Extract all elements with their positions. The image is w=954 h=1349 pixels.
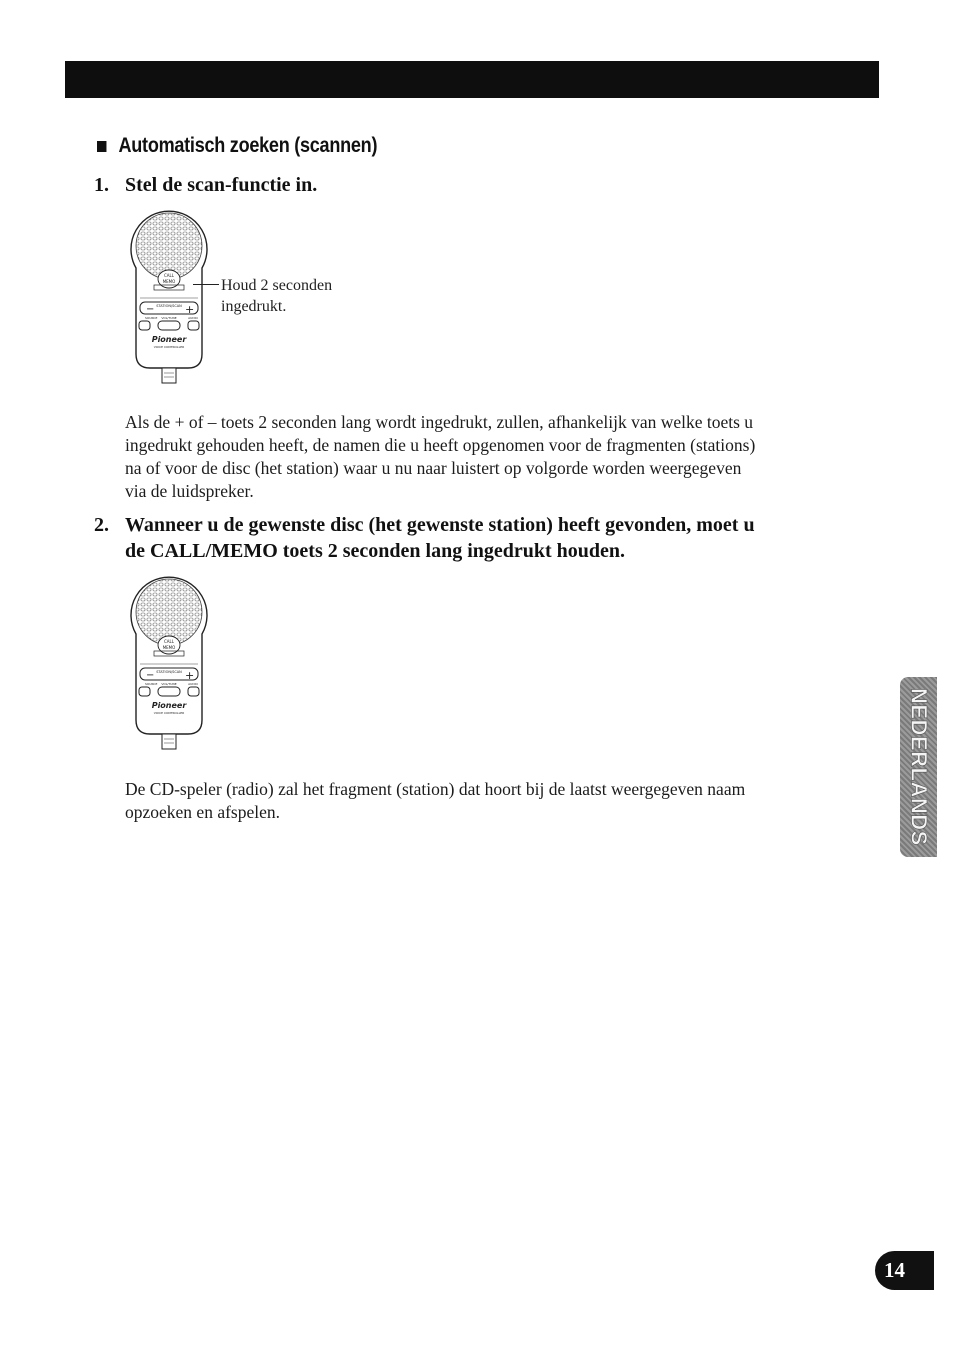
step-1 — [94, 172, 794, 198]
plus-label: + — [185, 303, 195, 316]
call-label: CALL — [164, 639, 174, 644]
station-scan-label: STATION/SCAN — [156, 670, 182, 674]
step-2 — [94, 512, 854, 564]
remote-controller-illustration — [128, 572, 210, 752]
step-text: Wanneer u de gewenste disc (het gewenste station) heeft gevonden, moet u — [125, 514, 755, 536]
paragraph-1 — [125, 411, 855, 503]
page-number: 14 — [884, 1258, 905, 1282]
paragraph-line: via de luidspreker. — [125, 481, 254, 501]
brand-logo: Pioneer — [151, 335, 187, 344]
paragraph-line: na of voor de disc (het station) waar u nu naar luistert op volgorde worden weergegeven — [125, 458, 742, 478]
volume-label: VOL/TUNE — [161, 682, 177, 686]
page-number-badge — [875, 1251, 934, 1290]
callout-line: ingedrukt. — [221, 298, 287, 315]
paragraph-line: De CD-speler (radio) zal het fragment (station) dat hoort bij de laatst weergegeven naam — [125, 779, 746, 799]
header-bar — [65, 61, 879, 98]
language-label: NEDERLANDS — [906, 688, 932, 846]
source-label: SOURCE — [145, 316, 158, 320]
paragraph-line: opzoeken en afspelen. — [125, 802, 280, 822]
step-number: 1. — [94, 174, 109, 196]
section-heading — [97, 132, 377, 160]
volume-label: VOL/TUNE — [161, 316, 177, 320]
square-bullet-icon — [97, 141, 106, 152]
callout-line: Houd 2 seconden — [221, 277, 333, 294]
callout-leader-line — [193, 284, 219, 285]
step-number: 2. — [94, 514, 109, 536]
section-title: Automatisch zoeken (scannen) — [118, 134, 378, 157]
call-label: CALL — [164, 273, 174, 278]
remote-controller-illustration — [128, 206, 210, 386]
minus-label: − — [146, 670, 155, 681]
source-label: SOURCE — [145, 682, 158, 686]
callout-note — [221, 275, 332, 317]
language-side-tab — [900, 677, 937, 857]
model-label: VOICE CONTROLLER — [153, 345, 185, 349]
step-text: Stel de scan-functie in. — [125, 174, 318, 196]
memo-label: MEMO — [162, 279, 176, 284]
model-label: VOICE CONTROLLER — [153, 711, 185, 715]
step-text: de CALL/MEMO toets 2 seconden lang ingedrukt houden. — [125, 540, 626, 562]
station-scan-label: STATION/SCAN — [156, 304, 182, 308]
paragraph-line: Als de + of – toets 2 seconden lang wordt ingedrukt, zullen, afhankelijk van welke toets u — [125, 412, 754, 432]
plus-label: + — [185, 669, 195, 682]
minus-label: − — [146, 304, 155, 315]
memo-label: MEMO — [162, 645, 176, 650]
paragraph-line: ingedrukt gehouden heeft, de namen die u heeft opgenomen voor de fragmenten (stations) — [125, 435, 756, 455]
audio-label: AUDIO — [188, 316, 198, 320]
audio-label: AUDIO — [188, 682, 198, 686]
paragraph-2 — [125, 778, 855, 824]
brand-logo: Pioneer — [151, 701, 187, 710]
